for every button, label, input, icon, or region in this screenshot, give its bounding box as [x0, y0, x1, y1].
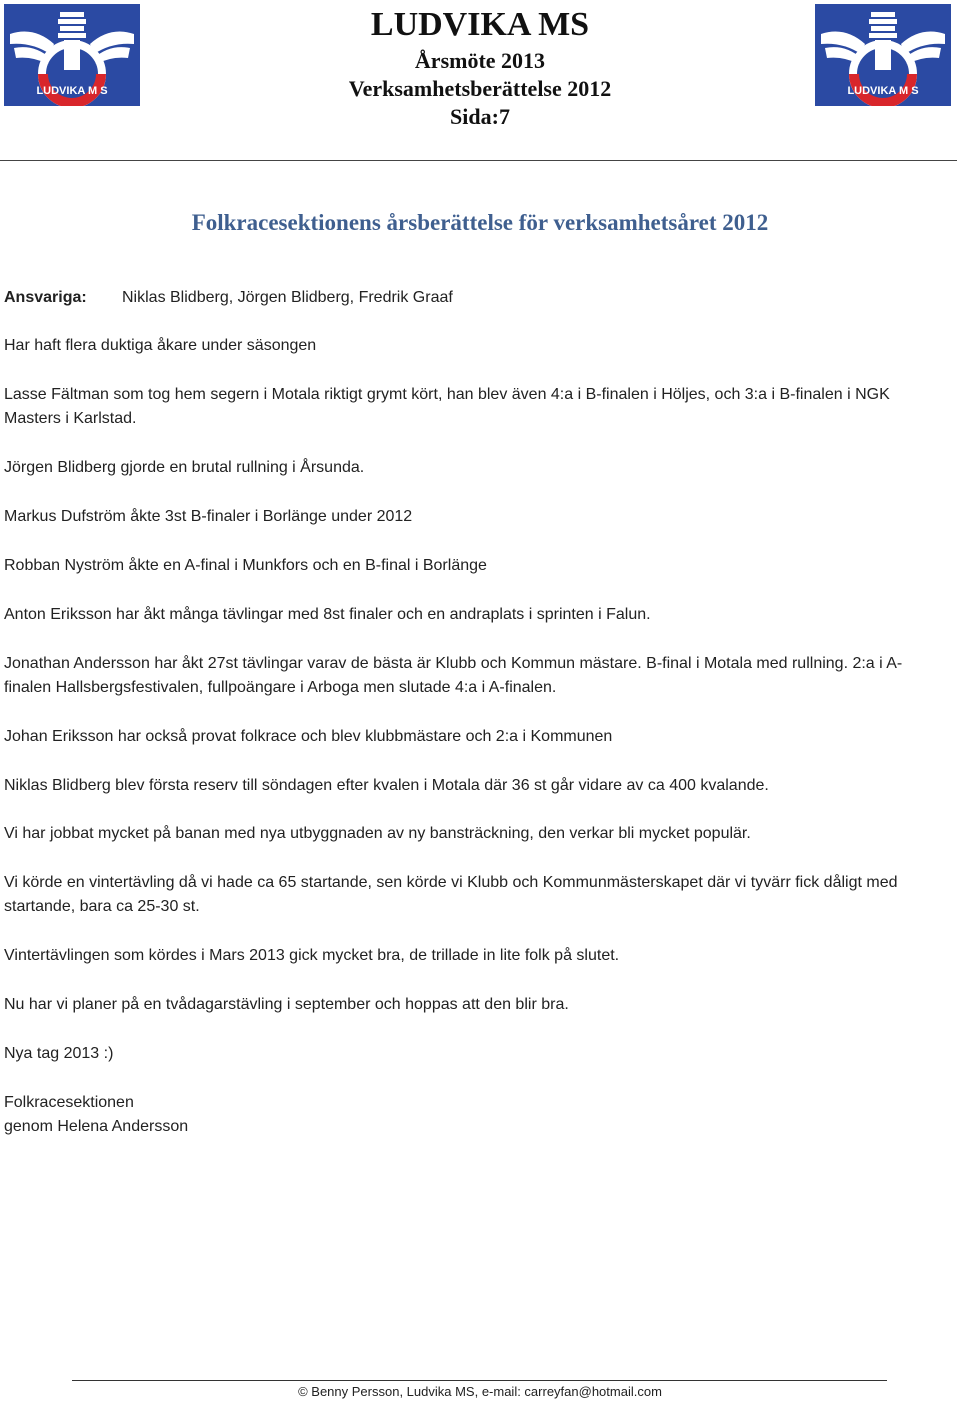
- paragraph: Har haft flera duktiga åkare under säsongen: [4, 337, 317, 354]
- footer-copyright: © Benny Persson, Ludvika MS, e-mail: carreyfan@hotmail.com: [298, 1384, 662, 1399]
- paragraph: Vi körde en vintertävling då vi hade ca 65 startande, sen körde vi Klubb och Kommunmästerskapet där vi tyvärr fick dåligt med startande, bara ca 25-30 st.: [4, 874, 898, 915]
- paragraph: Robban Nyström åkte en A-final i Munkfors och en B-final i Borlänge: [4, 557, 487, 574]
- signature-line: genom Helena Andersson: [4, 1118, 189, 1135]
- meeting-title: Årsmöte 2013: [414, 48, 546, 73]
- paragraph: Jörgen Blidberg gjorde en brutal rullning i Årsunda.: [4, 459, 365, 476]
- paragraph: Anton Eriksson har åkt många tävlingar med 8st finaler och en andraplats i sprinten i Falun.: [4, 606, 651, 623]
- paragraph: Lasse Fältman som tog hem segern i Motala riktigt grymt kört, han blev även 4:a i B-finalen i Höljes, och 3:a i B-finalen i NGK Masters i Karlstad.: [4, 386, 890, 427]
- paragraph: Jonathan Andersson har åkt 27st tävlingar varav de bästa är Klubb och Kommun mästare. B-final i Motala med rullning. 2:a i A-finalen Hallsbergsfestivalen, fullpoängare i Arboga men slutade 4:a i A-finalen.: [4, 655, 903, 696]
- report-title: Verksamhetsberättelse 2012: [348, 76, 612, 101]
- club-name: LUDVIKA MS: [370, 6, 590, 43]
- responsible-label: Ansvariga:: [4, 289, 87, 306]
- logo-text: LUDVIKA M S: [36, 85, 108, 97]
- header-divider: [0, 160, 957, 161]
- paragraph: Niklas Blidberg blev första reserv till söndagen efter kvalen i Motala där 36 st går vidare av ca 400 kvalande.: [4, 777, 769, 794]
- footer-divider: [72, 1380, 887, 1381]
- page-number: Sida:7: [450, 104, 510, 129]
- signature-line: Folkracesektionen: [4, 1094, 134, 1111]
- paragraph: Vi har jobbat mycket på banan med nya utbyggnaden av ny bansträckning, den verkar bli mycket populär.: [4, 825, 751, 842]
- paragraph: Nu har vi planer på en tvådagarstävling i september och hoppas att den blir bra.: [4, 996, 569, 1013]
- section-title: Folkracesektionens årsberättelse för verksamhetsåret 2012: [191, 210, 769, 235]
- paragraph: Markus Dufström åkte 3st B-finaler i Borlänge under 2012: [4, 508, 413, 525]
- paragraph: Johan Eriksson har också provat folkrace och blev klubbmästare och 2:a i Kommunen: [4, 728, 613, 745]
- paragraph: Vintertävlingen som kördes i Mars 2013 gick mycket bra, de trillade in lite folk på slutet.: [4, 947, 620, 964]
- paragraph: Nya tag 2013 :): [4, 1045, 114, 1062]
- logo-text: LUDVIKA M S: [847, 85, 919, 97]
- responsible-names: Niklas Blidberg, Jörgen Blidberg, Fredrik Graaf: [122, 289, 453, 306]
